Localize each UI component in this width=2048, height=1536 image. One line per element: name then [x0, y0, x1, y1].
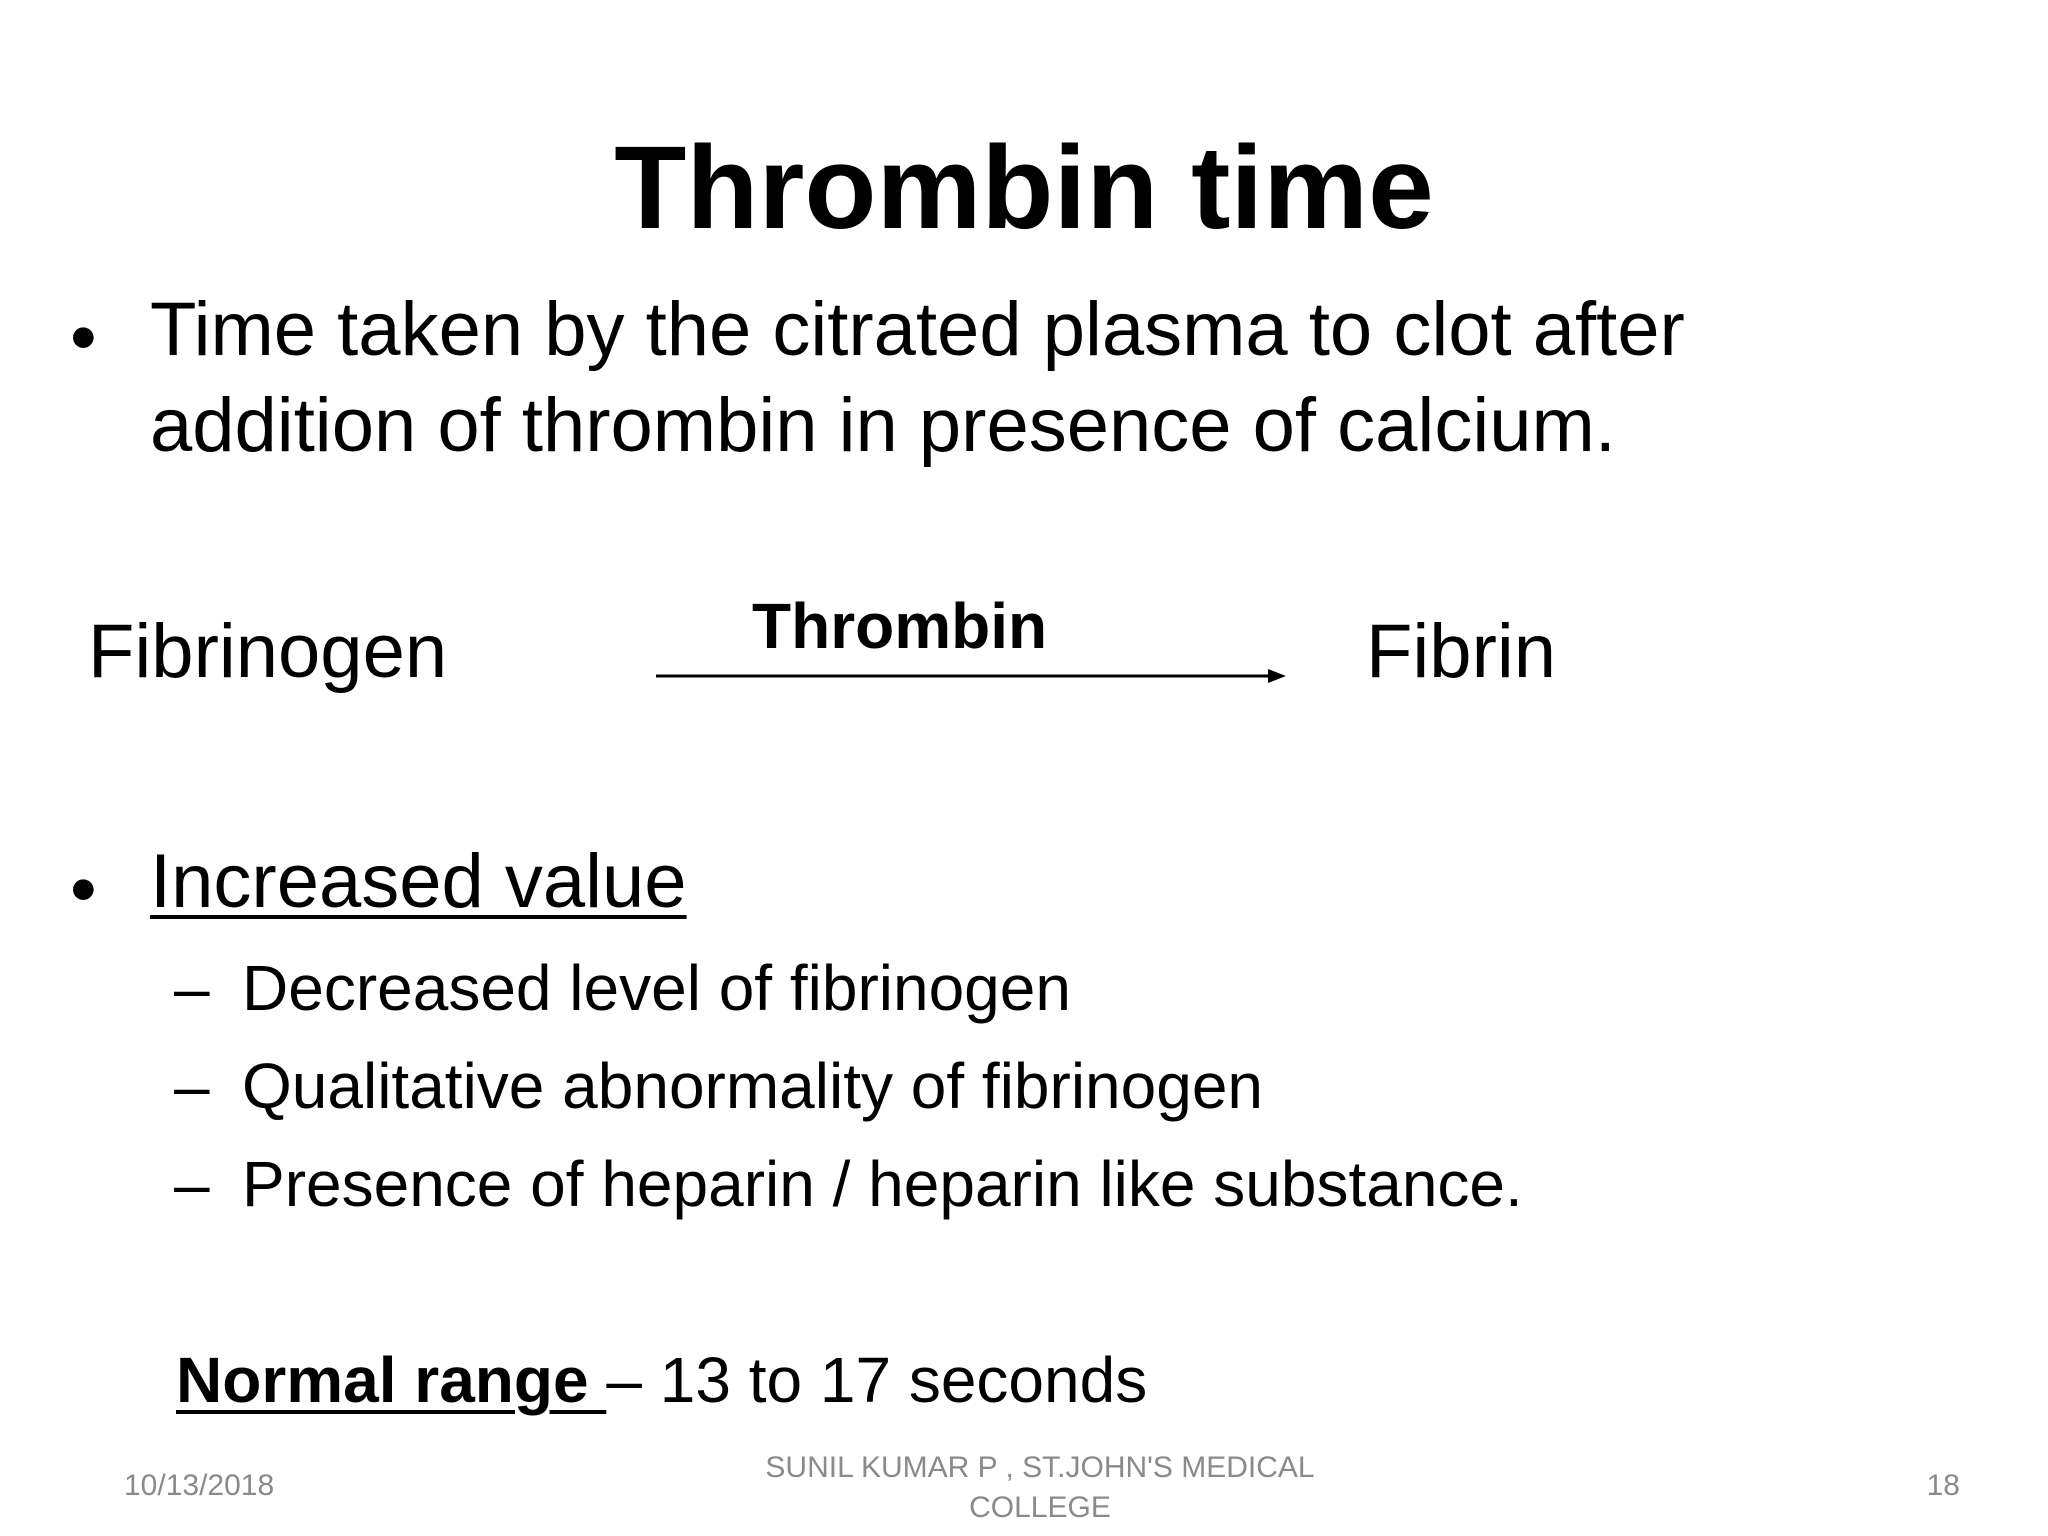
sub-marker: –	[174, 1050, 210, 1122]
definition-text: Time taken by the citrated plasma to clot after addition of thrombin in presence of calcium.	[150, 287, 1685, 468]
sub-marker: –	[174, 952, 210, 1024]
list-item	[174, 1144, 1523, 1224]
list-item-text: Presence of heparin / heparin like substance.	[242, 1148, 1523, 1220]
list-item-text: Qualitative abnormality of fibrinogen	[242, 1050, 1263, 1122]
list-item	[174, 948, 1071, 1028]
slide-title: Thrombin time	[614, 122, 1434, 254]
normal-range	[176, 1340, 1147, 1420]
bullet-marker: •	[70, 847, 97, 932]
sub-marker: –	[174, 1148, 210, 1220]
footer-author	[760, 1448, 1320, 1528]
bullet-marker: •	[70, 295, 97, 380]
normal-range-value: – 13 to 17 seconds	[606, 1344, 1148, 1416]
reaction-enzyme: Thrombin	[752, 590, 1048, 662]
reaction-arrow-icon	[656, 664, 1288, 688]
footer-author-line2: COLLEGE	[969, 1491, 1111, 1524]
reaction-substrate: Fibrinogen	[88, 609, 448, 694]
footer-author-line1: SUNIL KUMAR P , ST.JOHN'S MEDICAL	[765, 1451, 1315, 1484]
footer-date: 10/13/2018	[124, 1469, 275, 1502]
footer-page-number: 18	[1926, 1469, 1960, 1502]
list-item-text: Decreased level of fibrinogen	[242, 952, 1071, 1024]
normal-range-label: Normal range	[176, 1344, 607, 1416]
reaction-product: Fibrin	[1366, 609, 1557, 694]
list-item	[174, 1046, 1263, 1126]
increased-value-heading: Increased value	[150, 839, 687, 924]
